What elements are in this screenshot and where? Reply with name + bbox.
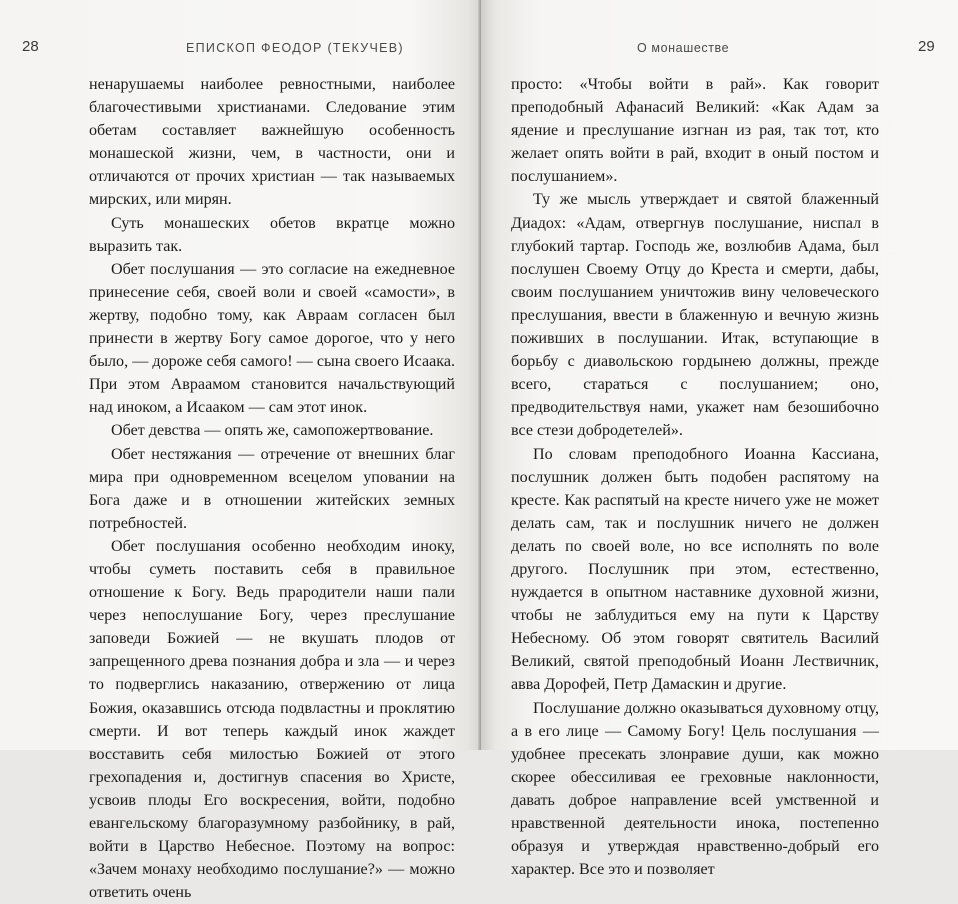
paragraph: Обет нестяжания — отречение от внешних благ мира при одновременном всецелом уповании на Бога даже и в отношении житейских земных потребностей. <box>89 445 455 532</box>
right-body-text <box>511 73 879 881</box>
paragraph: ненарушаемы наиболее ревностными, наиболее благочестивыми христианами. Следование этим обетам составляет важнейшую особенность монашеской жизни, чем, в частности, они и отличаются от прочих христиан — так называемых мирских, или мирян. <box>89 76 455 209</box>
paragraph: просто: «Чтобы войти в рай». Как говорит преподобный Афанасий Великий: «Как Адам за ядение и преслушание изгнан из рая, так тот, кто желает опять войти в рай, входит в оный постом и послушанием». <box>511 76 879 186</box>
left-running-head: ЕПИСКОП ФЕОДОР (ТЕКУЧЕВ) <box>186 41 404 55</box>
paragraph: Обет послушания особенно необходим иноку, чтобы суметь поставить себя в правильное отношение к Богу. Ведь прародители наши пали через непослушание Богу, через преслушание заповеди Божией — не вкушать плодов от запрещенного древа познания добра и зла — и через то подверглись наказанию, отвержению от лица Божия, оказавшись отсюда подвластны и проклятию смерти. И вот теперь каждый инок жаждет восставить себя милостью Божией от этого грехопадения и, достигнув спасения во Христе, усвоив плоды Его воскресения, войти, подобно евангельскому благоразумному разбойнику, в рай, войти в Царство Небесное. Поэтому на вопрос: «Зачем монаху необходимо послушание?» — можно ответить очень <box>89 537 455 902</box>
left-page-number: 28 <box>22 38 39 55</box>
right-page-number: 29 <box>918 38 935 55</box>
right-running-head: О монашестве <box>637 41 730 55</box>
paragraph: Обет девства — опять же, самопожертвование. <box>111 422 434 440</box>
left-body-text <box>89 73 455 904</box>
paragraph: Послушание должно оказываться духовному отцу, а в его лице — Самому Богу! Цель послушания — удобнее пресекать злонравие души, как можно скорее обессиливая ее греховные наклонности, давать доброе направление всей умственной и нравственной деятельности инока, постепенно образуя и утверждая нравственно-добрый его характер. Все это и позволяет <box>511 699 879 879</box>
right-page <box>481 0 958 879</box>
paragraph: Обет послушания — это согласие на ежедневное принесение себя, своей воли и своей «самости», в жертву, подобно тому, как Авраам согласен был принести в жертву Богу самое дорогое, что у него было, — дороже себя самого! — сына своего Исаака. При этом Авраамом становится начальствующий над иноком, а Исааком — сам этот инок. <box>89 260 455 417</box>
paragraph: Суть монашеских обетов вкратце можно выразить так. <box>89 214 455 255</box>
paragraph: По словам преподобного Иоанна Кассиана, послушник должен быть подобен распятому на кресте. Как распятый на кресте ничего уже не может делать сам, так и послушник ничего не должен делать по своей воле, но все исполнять по воле другого. Послушник при этом, естественно, нуждается в опытном наставнике духовной жизни, чтобы не заблудиться ему на пути к Царству Небесному. Об этом говорят святитель Василий Великий, святой преподобный Иоанн Лествичник, авва Дорофей, Петр Дамаскин и другие. <box>511 445 879 694</box>
paragraph: Ту же мысль утверждает и святой блаженный Диадох: «Адам, отвергнув послушание, ниспал в глубокий тартар. Господь же, возлюбив Адама, был послушен Своему Отцу до Креста и смерти, дабы, своим послушанием уничтожив вину человеческого преслушания, ввести в блаженную и вечную жизнь поживших в послушании. Итак, вступающие в борьбу с диавольскою гордынею должны, прежде всего, стараться с послушанием; оно, предводительствуя нами, укажет нам безошибочно все стези добродетелей». <box>511 191 879 440</box>
